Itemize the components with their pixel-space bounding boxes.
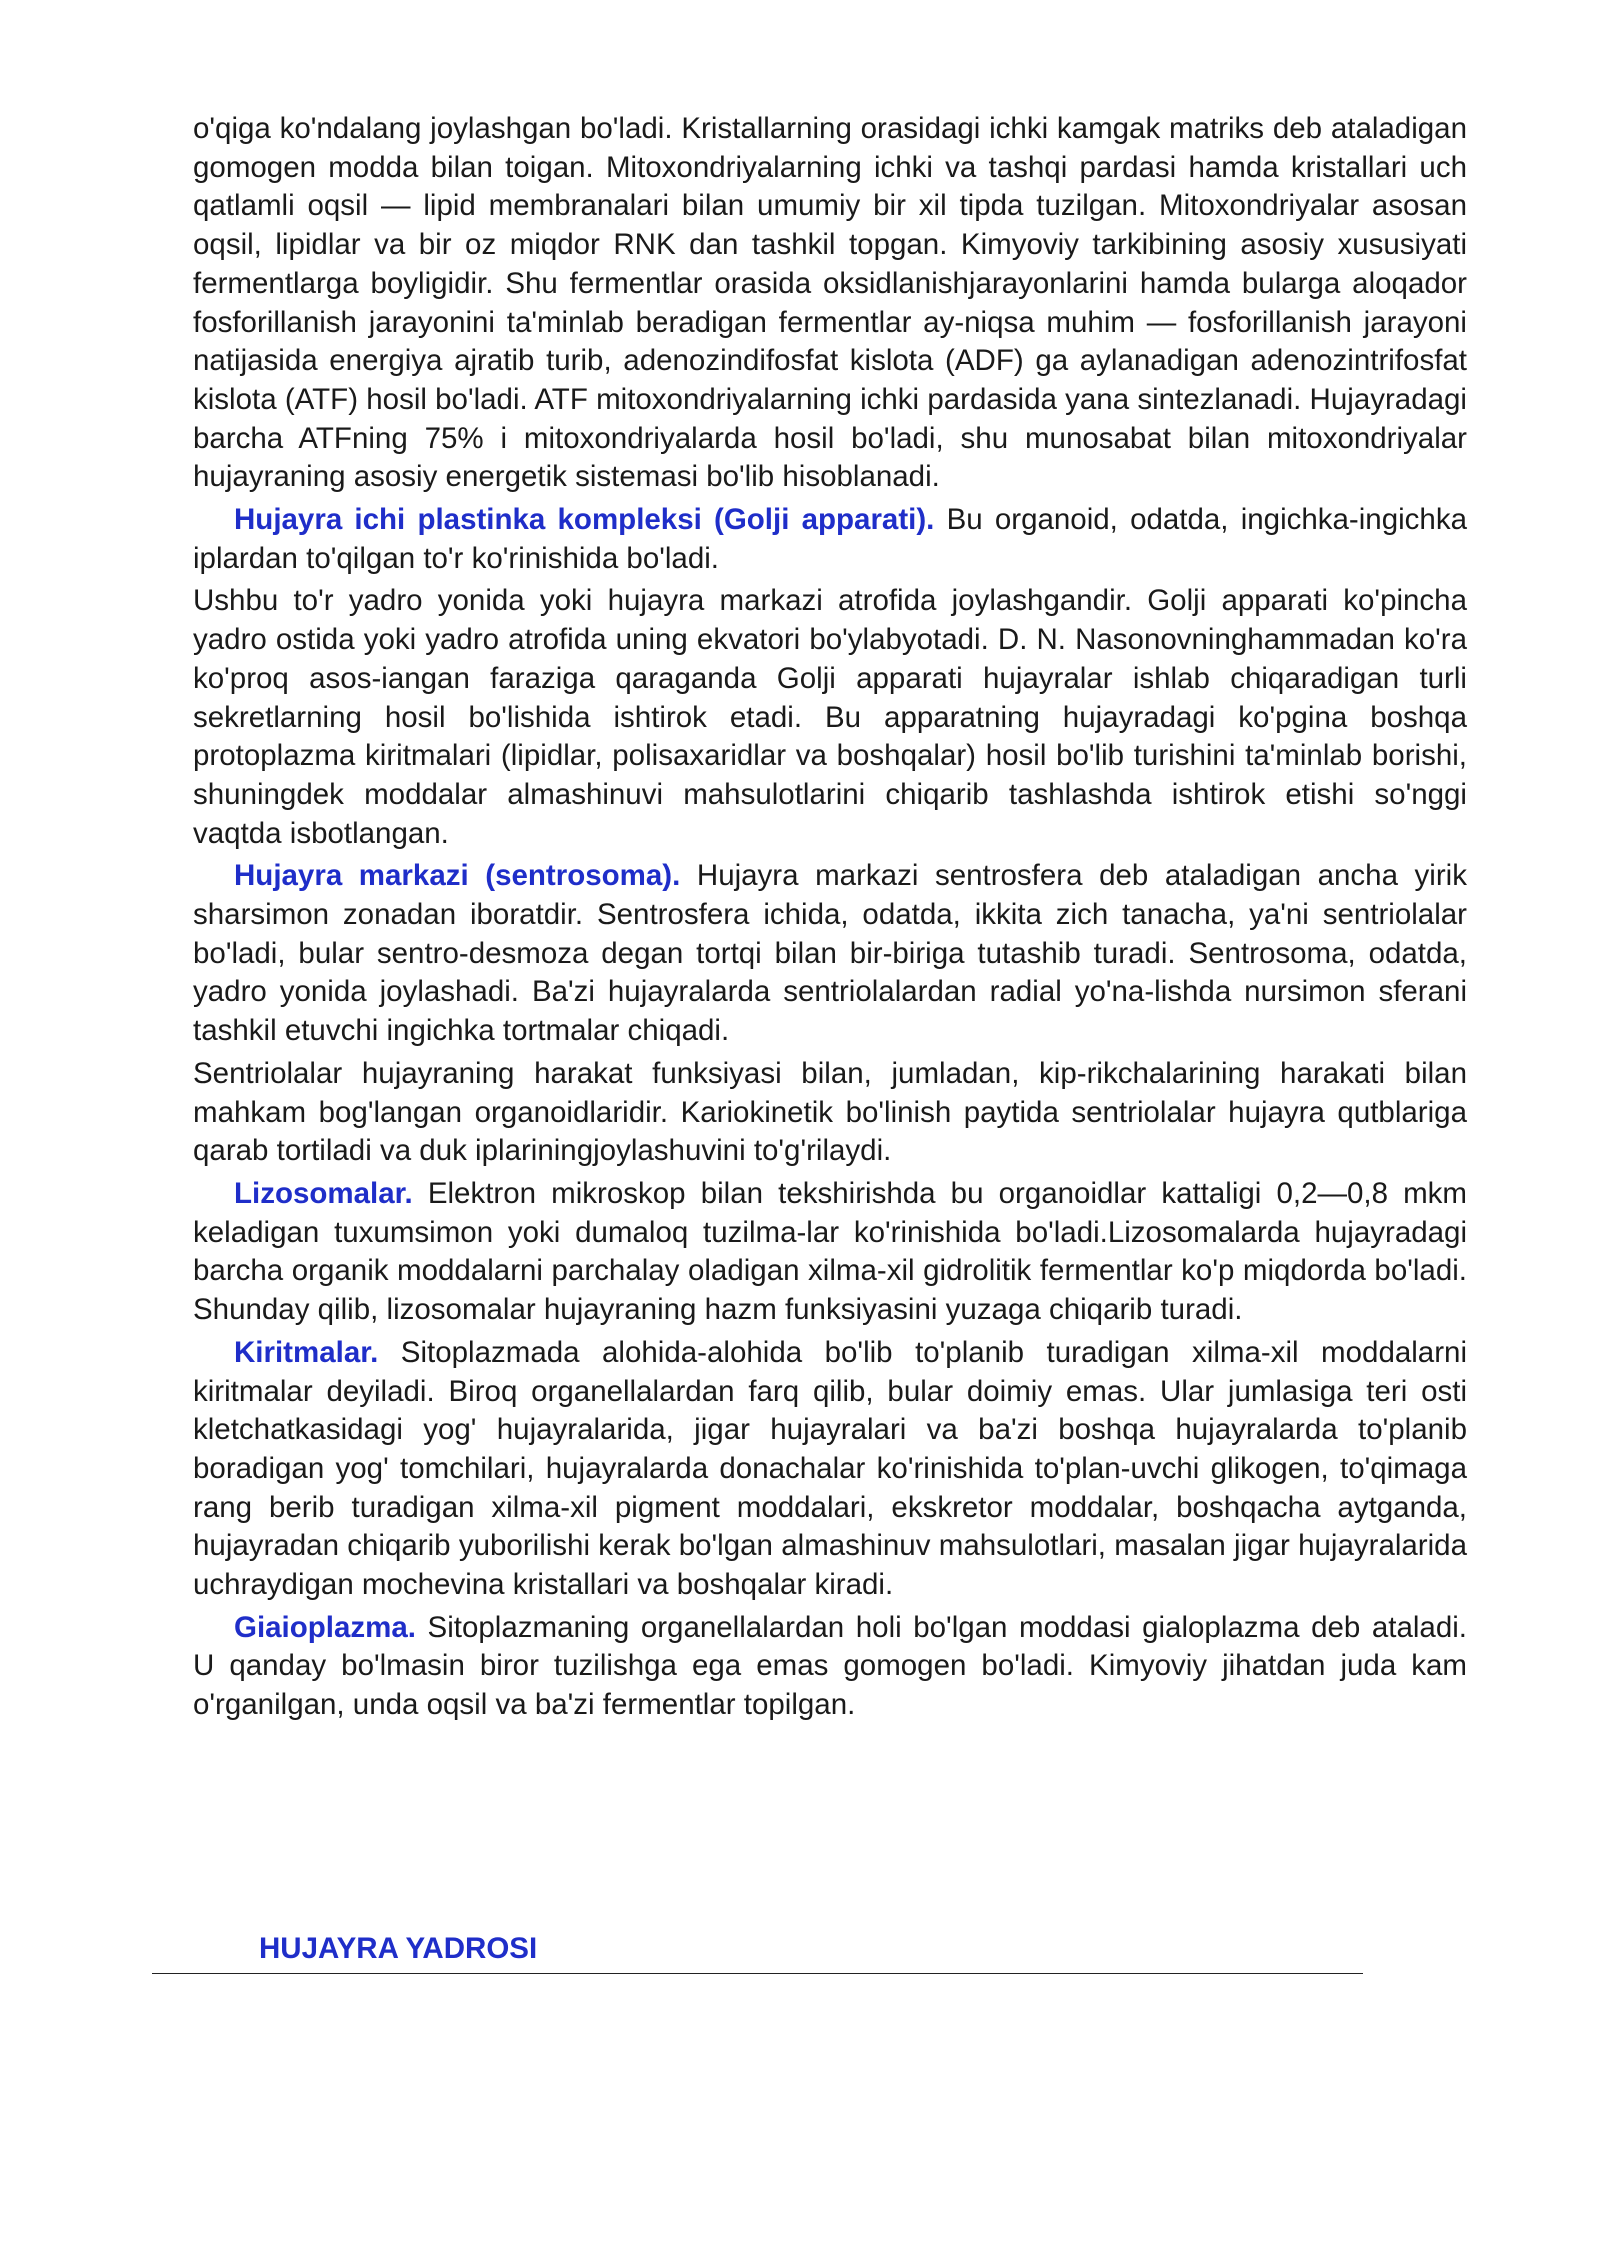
paragraph-text: Bu organoid, odatda, ingichka-ingichka iplardan to'qilgan to'r ko'rinishida bo'ladi. bbox=[193, 503, 1467, 575]
hyaloplasm-heading: Giaioplazma. bbox=[234, 1610, 416, 1644]
paragraph-centrosome-continued bbox=[193, 1055, 1467, 1171]
paragraph-text: Hujayra markazi sentrosfera deb ataladigan ancha yirik sharsimon zonadan iboratdir. Sentrosfera ichida, odatda, ikkita zich tanacha, ya'ni sentriolalar bo'ladi, bular sentro-desmoza degan tortqi bilan bir-biriga tutashib turadi. Sentrosoma, odatda, yadro yonida joylashadi. Ba'zi hujayralarda sentriolalardan radial yo'na-lishda nursimon sferani tashkil etuvchi ingichka tortmalar chiqadi. bbox=[193, 859, 1467, 1048]
paragraph-lysosomes bbox=[193, 1175, 1467, 1330]
paragraph-mitochondria-continued bbox=[193, 110, 1467, 497]
paragraph-centrosome bbox=[193, 857, 1467, 1051]
lysosomes-heading: Lizosomalar. bbox=[234, 1176, 413, 1210]
paragraph-text: Sentriolalar hujayraning harakat funksiyasi bilan, jumladan, kip-rikchalarining harakati bilan mahkam bog'langan organoidlaridir. Kariokinetik bo'linish paytida sentriolalar hujayra qutblariga qarab tortiladi va duk iplariningjoylashuvini to'g'rilaydi. bbox=[193, 1056, 1467, 1168]
paragraph-text: Sitoplazmada alohida-alohida bo'lib to'planib turadigan xilma-xil moddalarni kiritmalar deyiladi. Biroq organellalardan farq qilib, bular doimiy emas. Ular jumlasiga teri osti kletchatkasidagi yog' hujayralarida, jigar hujayralari va ba'zi boshqa hujayralarda to'planib boradigan yog' tomchilari, hujayralarda donachalar ko'rinishida to'plan-uvchi glikogen, to'qimaga rang berib turadigan xilma-xil pigment moddalari, ekskretor moddalar, boshqacha aytganda, hujayradan chiqarib yuborilishi kerak bo'lgan almashinuv mahsulotlari, masalan jigar hujayralarida uchraydigan mochevina kristallari va boshqalar kiradi. bbox=[193, 1335, 1467, 1602]
paragraph-hyaloplasm bbox=[193, 1609, 1467, 1725]
paragraph-inclusions bbox=[193, 1334, 1467, 1605]
paragraph-text: Ushbu to'r yadro yonida yoki hujayra markazi atrofida joylashgandir. Golji apparati ko'pincha yadro ostida yoki yadro atrofida uning ekvatori bo'ylabyotadi. D. N. Nasonovninghammadan ko'ra ko'proq asos-iangan faraziga qaraganda Golji apparati hujayralar ishlab chiqaradigan turli sekretlarning hosil bo'lishida ishtirok etadi. Bu apparatning hujayradagi ko'pgina boshqa protoplazma kiritmalari (lipidlar, polisaxaridlar va boshqalar) hosil bo'lib turishini ta'minlab borishi, shuningdek moddalar almashinuvi mahsulotlarini chiqarib tashlashda ishtirok etishi so'nggi vaqtda isbotlangan. bbox=[193, 584, 1467, 850]
document-body bbox=[193, 110, 1467, 1729]
divider-line bbox=[152, 1973, 1363, 1974]
inclusions-heading: Kiritmalar. bbox=[234, 1335, 379, 1369]
centrosome-heading: Hujayra markazi (sentrosoma). bbox=[234, 859, 681, 893]
section-heading-nucleus: HUJAYRA YADROSI bbox=[259, 1932, 538, 1965]
paragraph-text: Sitoplazmaning organellalardan holi bo'lgan moddasi gialoplazma deb ataladi. U qanday bo'lmasin biror tuzilishga ega emas gomogen bo'ladi. Kimyoviy jihatdan juda kam o'rganilgan, unda oqsil va ba'zi fermentlar topilgan. bbox=[193, 1610, 1467, 1722]
paragraph-text: o'qiga ko'ndalang joylashgan bo'ladi. Kristallarning orasidagi ichki kamgak matriks deb ataladigan gomogen modda bilan toigan. Mitoxondriyalarning ichki va tashqi pardasi hamda kristallari uch qatlamli oqsil — lipid membranalari bilan umumiy bir xil tipda tuzilgan. Mitoxondriyalar asosan oqsil, lipidlar va bir oz miqdor RNK dan tashkil topgan. Kimyoviy tarkibining asosiy xususiyati fermentlarga boyligidir. Shu fermentlar orasida oksidlanishjarayonlarini hamda bularga aloqador fosforillanish jarayonini ta'minlab beradigan fermentlar ay-niqsa muhim — fosforillanish jarayoni natijasida energiya ajratib turib, adenozindifosfat kislota (ADF) ga aylanadigan adenozintrifosfat kislota (ATF) hosil bo'ladi. ATF mitoxondriyalarning ichki pardasida yana sintezlanadi. Hujayradagi barcha ATFning 75% i mitoxondriyalarda hosil bo'ladi, shu munosabat bilan mitoxondriyalar hujayraning asosiy energetik sistemasi bo'lib hisoblanadi. bbox=[193, 112, 1467, 494]
paragraph-golgi bbox=[193, 501, 1467, 578]
paragraph-text: Elektron mikroskop bilan tekshirishda bu organoidlar kattaligi 0,2—0,8 mkm keladigan tuxumsimon yoki dumaloq tuzilma-lar ko'rinishida bo'ladi.Lizosomalarda hujayradagi barcha organik moddalarni parchalay oladigan xilma-xil gidrolitik fermentlar ko'p miqdorda bo'ladi. Shunday qilib, lizosomalar hujayraning hazm funksiyasini yuzaga chiqarib turadi. bbox=[193, 1176, 1467, 1327]
golgi-heading: Hujayra ichi plastinka kompleksi (Golji apparati). bbox=[234, 503, 935, 537]
paragraph-golgi-continued bbox=[193, 582, 1467, 853]
